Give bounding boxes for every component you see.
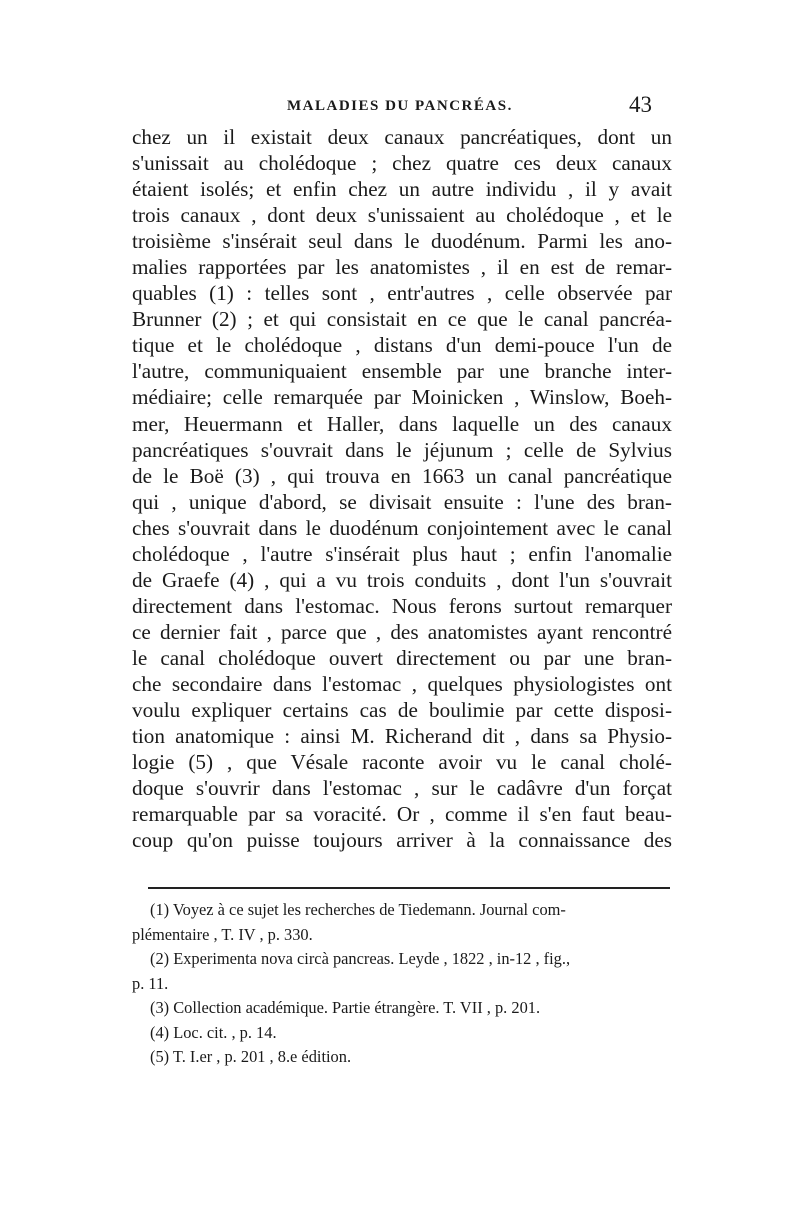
footnote-line: (3) Collection académique. Partie étrangère. T. VII , p. 201. [150,998,541,1017]
body-line: s'unissait au cholédoque ; chez quatre ces deux canaux [132,151,672,176]
footnote-rule [148,887,670,889]
body-line: tion anatomique : ainsi M. Richerand dit , dans sa Physio- [132,724,672,749]
body-line: médiaire; celle remarquée par Moinicken , Winslow, Boeh- [132,385,672,410]
body-line: qui , unique d'abord, se divisait ensuite : l'une des bran- [132,489,672,514]
body-line: remarquable par sa voracité. Or , comme il s'en faut beau- [132,802,672,827]
body-line: ce dernier fait , parce que , des anatomistes ayant rencontré [132,619,672,644]
footnote-line: (1) Voyez à ce sujet les recherches de Tiedemann. Journal com- [150,900,566,919]
body-line: coup qu'on puisse toujours arriver à la connaissance des [132,828,672,853]
body-line: pancréatiques s'ouvrait dans le jéjunum ; celle de Sylvius [132,437,672,462]
body-line: tique et le cholédoque , distans d'un demi-pouce l'un de [132,333,672,358]
body-line: chez un il existait deux canaux pancréatiques, dont un [132,125,672,149]
body-line: che secondaire dans l'estomac , quelques physiologistes ont [132,671,672,696]
body-line: directement dans l'estomac. Nous ferons surtout remarquer [132,593,672,618]
footnote-line: (2) Experimenta nova circà pancreas. Leyde , 1822 , in-12 , fig., [150,949,571,968]
body-line: ches s'ouvrait dans le duodénum conjointement avec le canal [132,515,672,540]
body-line: trois canaux , dont deux s'unissaient au cholédoque , et le [132,203,672,228]
body-line: Brunner (2) ; et qui consistait en ce que le canal pancréa- [132,307,672,332]
body-line: mer, Heuermann et Haller, dans laquelle un des canaux [132,411,672,436]
body-text [132,124,672,853]
page-number: 43 [629,92,652,117]
body-line: voulu expliquer certains cas de boulimie par cette disposi- [132,698,672,723]
body-line: troisième s'insérait seul dans le duodénum. Parmi les ano- [132,229,672,254]
body-line: étaient isolés; et enfin chez un autre individu , il y avait [132,177,672,202]
body-line: malies rapportées par les anatomistes , il en est de remar- [132,255,672,280]
body-line: l'autre, communiquaient ensemble par une branche inter- [132,359,672,384]
body-line: cholédoque , l'autre s'insérait plus haut ; enfin l'anomalie [132,541,672,566]
body-line: de le Boë (3) , qui trouva en 1663 un canal pancréatique [132,463,672,488]
footnote-line: p. 11. [132,973,169,993]
body-line: doque s'ouvrir dans l'estomac , sur le cadâvre d'un forçat [132,776,672,801]
running-title: MALADIES DU PANCRÉAS. [287,98,513,114]
body-line: logie (5) , que Vésale raconte avoir vu le canal cholé- [132,750,672,775]
footnote-line: (5) T. I.er , p. 201 , 8.e édition. [150,1047,352,1066]
body-line: quables (1) : telles sont , entr'autres , celle observée par [132,281,672,306]
footnotes [132,898,672,1070]
running-head [132,94,652,118]
footnote-line: (4) Loc. cit. , p. 14. [150,1022,277,1042]
body-line: le canal cholédoque ouvert directement ou par une bran- [132,645,672,670]
body-line: de Graefe (4) , qui a vu trois conduits , dont l'un s'ouvrait [132,567,672,592]
footnote-line: plémentaire , T. IV , p. 330. [132,924,313,944]
